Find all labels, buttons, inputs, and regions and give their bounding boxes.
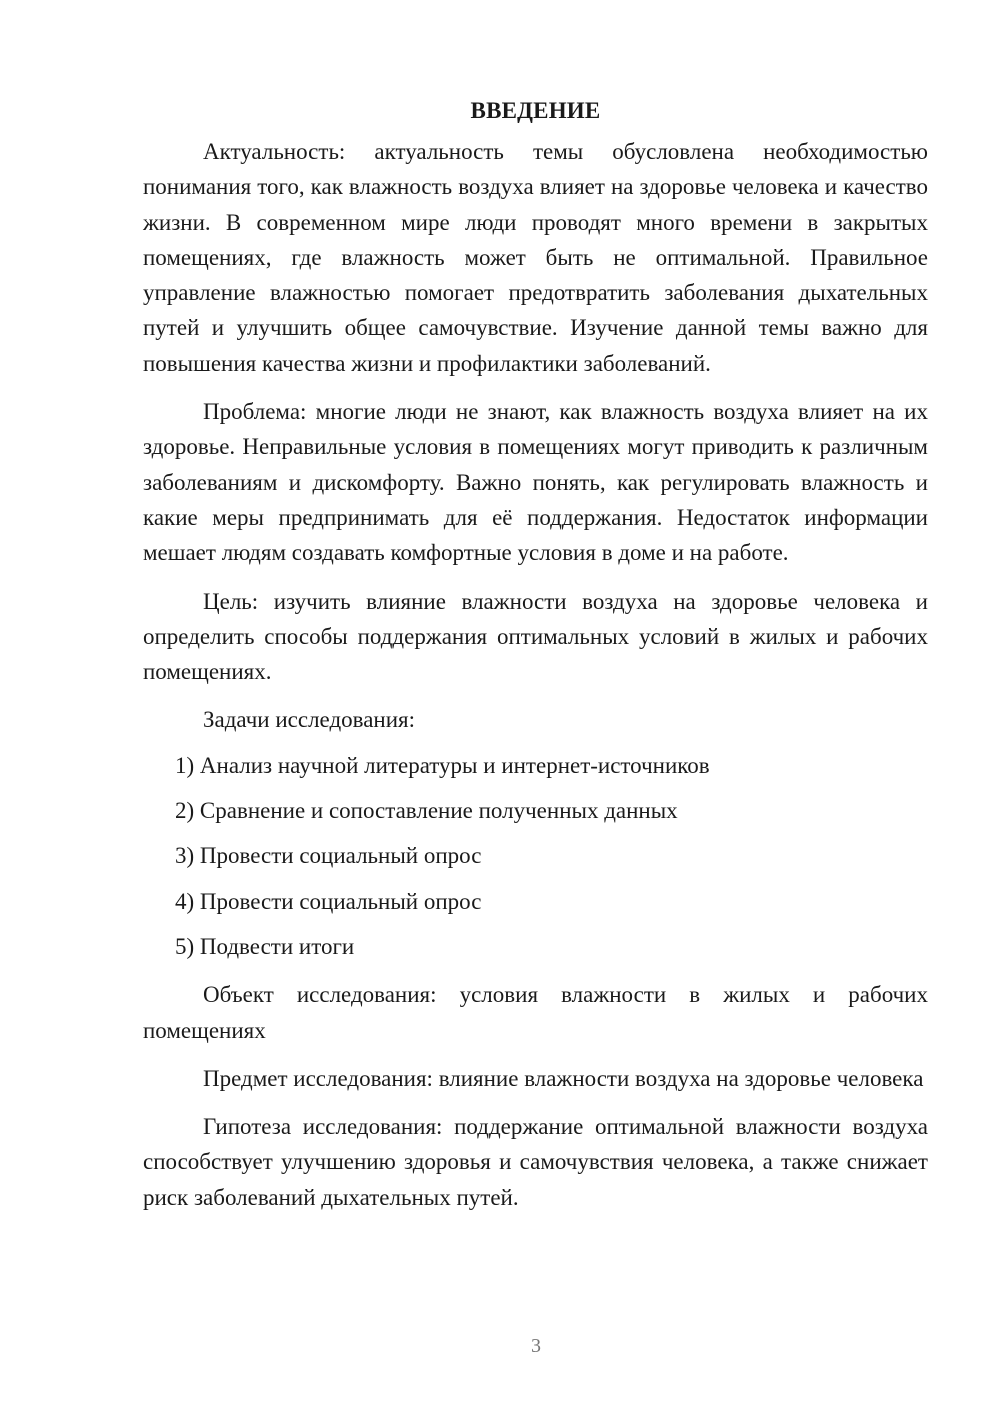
problem-paragraph: Проблема: многие люди не знают, как влажность воздуха влияет на их здоровье. Неправильные условия в помещениях могут приводить к различным заболеваниям и дискомфорту. Важно понять, как регулировать влажность и какие меры предпринимать для её поддержания. Недостаток информации мешает людям создавать комфортные условия в доме и на работе. xyxy=(143,399,928,566)
tasks-list xyxy=(143,748,928,964)
tasks-heading: Задачи исследования: xyxy=(203,707,416,733)
object-paragraph: Объект исследования: условия влажности в жилых и рабочих помещениях xyxy=(143,982,928,1043)
task-item: 2) Сравнение и сопоставление полученных данных xyxy=(175,798,678,824)
page-content xyxy=(143,96,928,1215)
page-number: 3 xyxy=(531,1335,541,1357)
subject-paragraph: Предмет исследования: влияние влажности воздуха на здоровье человека xyxy=(203,1065,924,1091)
task-item: 5) Подвести итоги xyxy=(175,933,355,959)
task-item: 3) Провести социальный опрос xyxy=(175,843,482,869)
hypothesis-paragraph: Гипотеза исследования: поддержание оптимальной влажности воздуха способствует улучшению здоровья и самочувствия человека, а также снижает риск заболеваний дыхательных путей. xyxy=(143,1114,928,1210)
page-title: ВВЕДЕНИЕ xyxy=(470,98,601,123)
relevance-paragraph: Актуальность: актуальность темы обусловлена необходимостью понимания того, как влажность воздуха влияет на здоровье человека и качество жизни. В современном мире люди проводят много времени в закрытых помещениях, где влажность может быть не оптимальной. Правильное управление влажностью помогает предотвратить заболевания дыхательных путей и улучшить общее самочувствие. Изучение данной темы важно для повышения качества жизни и профилактики заболеваний. xyxy=(143,139,928,376)
task-item: 1) Анализ научной литературы и интернет-источников xyxy=(175,752,710,778)
goal-paragraph: Цель: изучить влияние влажности воздуха на здоровье человека и определить способы поддержания оптимальных условий в жилых и рабочих помещениях. xyxy=(143,588,928,685)
task-item: 4) Провести социальный опрос xyxy=(175,888,482,914)
